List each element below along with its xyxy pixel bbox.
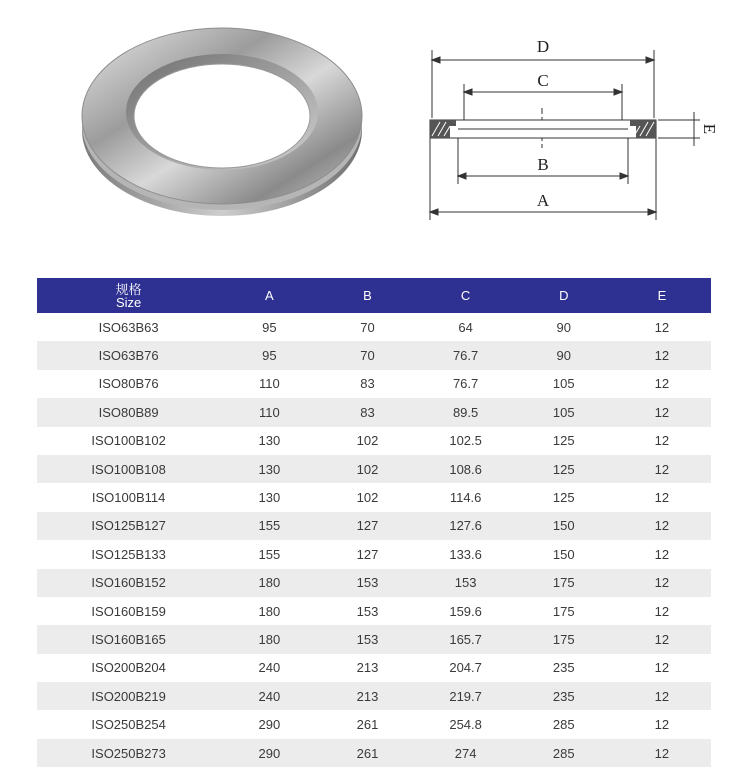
size-cell: ISO80B76: [37, 370, 220, 398]
header-col-b: [318, 278, 416, 313]
value-cell: 219.7: [417, 682, 515, 710]
size-cell: ISO160B165: [37, 625, 220, 653]
table-row: [37, 512, 711, 540]
value-cell: 180: [220, 625, 318, 653]
table-row: [37, 654, 711, 682]
value-cell: 70: [318, 341, 416, 369]
value-cell: 235: [515, 654, 613, 682]
table-row: [37, 455, 711, 483]
value-cell: 125: [515, 455, 613, 483]
size-cell: ISO200B204: [37, 654, 220, 682]
value-cell: 12: [613, 398, 711, 426]
table-header: [37, 278, 711, 313]
value-cell: 240: [220, 682, 318, 710]
value-cell: 76.7: [417, 370, 515, 398]
table-row: [37, 483, 711, 511]
table-row: [37, 597, 711, 625]
value-cell: 285: [515, 710, 613, 738]
table-row: [37, 540, 711, 568]
dimension-label-e: E: [700, 123, 718, 135]
value-cell: 70: [318, 313, 416, 341]
value-cell: 83: [318, 370, 416, 398]
value-cell: 12: [613, 370, 711, 398]
value-cell: 89.5: [417, 398, 515, 426]
value-cell: 180: [220, 569, 318, 597]
header-col-d: [515, 278, 613, 313]
value-cell: 153: [318, 625, 416, 653]
specification-table: [37, 278, 711, 767]
value-cell: 12: [613, 540, 711, 568]
size-cell: ISO100B108: [37, 455, 220, 483]
value-cell: 213: [318, 682, 416, 710]
dimension-label-b: B: [537, 155, 549, 174]
size-cell: ISO160B152: [37, 569, 220, 597]
value-cell: 125: [515, 427, 613, 455]
value-cell: 95: [220, 313, 318, 341]
value-cell: 90: [515, 341, 613, 369]
value-cell: 12: [613, 654, 711, 682]
size-cell: ISO63B76: [37, 341, 220, 369]
value-cell: 290: [220, 710, 318, 738]
value-cell: 130: [220, 483, 318, 511]
table-row: [37, 341, 711, 369]
dimension-label-c: C: [537, 71, 549, 90]
value-cell: 180: [220, 597, 318, 625]
value-cell: 175: [515, 569, 613, 597]
value-cell: 102: [318, 455, 416, 483]
value-cell: 240: [220, 654, 318, 682]
value-cell: 12: [613, 483, 711, 511]
header-col-a: [220, 278, 318, 313]
size-cell: ISO250B254: [37, 710, 220, 738]
value-cell: 150: [515, 540, 613, 568]
value-cell: 110: [220, 370, 318, 398]
value-cell: 12: [613, 313, 711, 341]
value-cell: 76.7: [417, 341, 515, 369]
header-sublabel: Size: [115, 294, 142, 310]
header-label: D: [559, 288, 569, 303]
table-row: [37, 739, 711, 767]
size-cell: ISO80B89: [37, 398, 220, 426]
value-cell: 12: [613, 739, 711, 767]
header-label: B: [363, 288, 372, 303]
header-label: E: [657, 288, 667, 303]
size-cell: ISO100B114: [37, 483, 220, 511]
value-cell: 114.6: [417, 483, 515, 511]
size-cell: ISO200B219: [37, 682, 220, 710]
value-cell: 130: [220, 427, 318, 455]
header-label: 规格: [115, 281, 142, 297]
value-cell: 155: [220, 540, 318, 568]
value-cell: 213: [318, 654, 416, 682]
value-cell: 261: [318, 710, 416, 738]
value-cell: 153: [417, 569, 515, 597]
value-cell: 165.7: [417, 625, 515, 653]
value-cell: 12: [613, 427, 711, 455]
value-cell: 102.5: [417, 427, 515, 455]
value-cell: 153: [318, 597, 416, 625]
product-photo: [76, 12, 368, 224]
header-col-c: [417, 278, 515, 313]
header-row: [37, 278, 711, 313]
size-cell: ISO125B127: [37, 512, 220, 540]
table-row: [37, 370, 711, 398]
value-cell: 175: [515, 597, 613, 625]
value-cell: 127.6: [417, 512, 515, 540]
value-cell: 254.8: [417, 710, 515, 738]
value-cell: 235: [515, 682, 613, 710]
value-cell: 102: [318, 427, 416, 455]
header-size: [37, 278, 220, 313]
value-cell: 159.6: [417, 597, 515, 625]
cross-section-drawing: [418, 28, 718, 228]
table-row: [37, 625, 711, 653]
table-row: [37, 682, 711, 710]
value-cell: 90: [515, 313, 613, 341]
value-cell: 127: [318, 512, 416, 540]
table-body: [37, 313, 711, 767]
table-row: [37, 427, 711, 455]
table-row: [37, 313, 711, 341]
size-cell: ISO125B133: [37, 540, 220, 568]
value-cell: 175: [515, 625, 613, 653]
value-cell: 153: [318, 569, 416, 597]
value-cell: 95: [220, 341, 318, 369]
value-cell: 125: [515, 483, 613, 511]
table-row: [37, 710, 711, 738]
value-cell: 133.6: [417, 540, 515, 568]
size-cell: ISO160B159: [37, 597, 220, 625]
value-cell: 105: [515, 370, 613, 398]
header-col-e: [613, 278, 711, 313]
value-cell: 12: [613, 455, 711, 483]
value-cell: 110: [220, 398, 318, 426]
value-cell: 12: [613, 710, 711, 738]
size-cell: ISO250B273: [37, 739, 220, 767]
value-cell: 12: [613, 569, 711, 597]
value-cell: 108.6: [417, 455, 515, 483]
value-cell: 150: [515, 512, 613, 540]
dimension-label-d: D: [536, 37, 550, 56]
value-cell: 102: [318, 483, 416, 511]
dimension-label-a: A: [536, 191, 550, 210]
value-cell: 12: [613, 512, 711, 540]
value-cell: 204.7: [417, 654, 515, 682]
value-cell: 12: [613, 597, 711, 625]
value-cell: 130: [220, 455, 318, 483]
table-row: [37, 569, 711, 597]
size-cell: ISO63B63: [37, 313, 220, 341]
value-cell: 274: [417, 739, 515, 767]
header-label: C: [460, 288, 471, 303]
value-cell: 12: [613, 625, 711, 653]
value-cell: 290: [220, 739, 318, 767]
value-cell: 64: [417, 313, 515, 341]
value-cell: 83: [318, 398, 416, 426]
size-cell: ISO100B102: [37, 427, 220, 455]
value-cell: 12: [613, 341, 711, 369]
value-cell: 127: [318, 540, 416, 568]
value-cell: 285: [515, 739, 613, 767]
table-row: [37, 398, 711, 426]
value-cell: 12: [613, 682, 711, 710]
value-cell: 261: [318, 739, 416, 767]
value-cell: 105: [515, 398, 613, 426]
value-cell: 155: [220, 512, 318, 540]
header-label: A: [265, 288, 274, 303]
